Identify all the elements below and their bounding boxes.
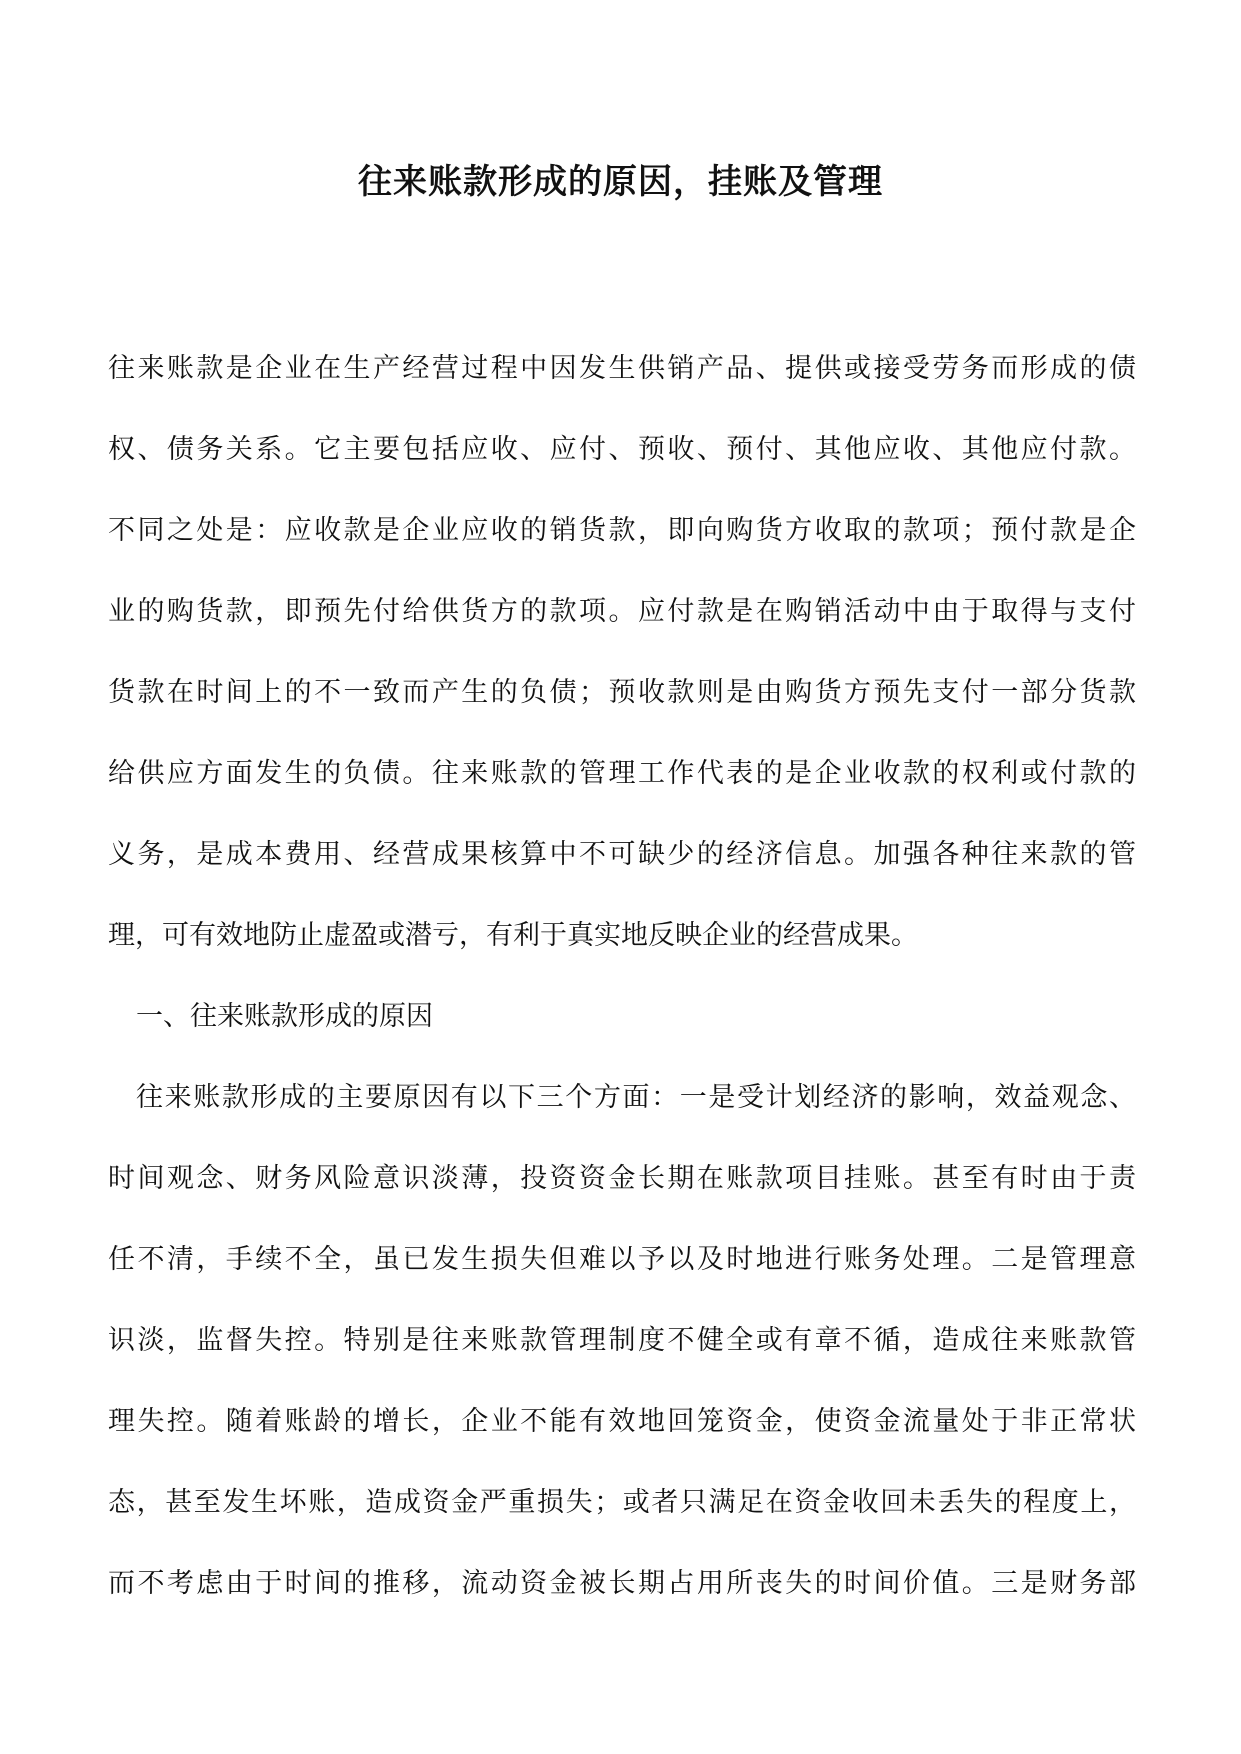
body-line-7: 义务，是成本费用、经营成果核算中不可缺少的经济信息。加强各种往来款的管 [108, 839, 1136, 870]
section-heading-1: 一、往来账款形成的原因 [136, 1001, 433, 1032]
body-line-11: 时间观念、财务风险意识淡薄，投资资金长期在账款项目挂账。甚至有时由于责 [108, 1163, 1136, 1194]
body-line-14: 理失控。随着账龄的增长，企业不能有效地回笼资金，使资金流量处于非正常状 [108, 1406, 1136, 1437]
body-line-10: 往来账款形成的主要原因有以下三个方面：一是受计划经济的影响，效益观念、 [136, 1082, 1136, 1113]
body-line-13: 识淡，监督失控。特别是往来账款管理制度不健全或有章不循，造成往来账款管 [108, 1325, 1136, 1356]
body-line-1: 往来账款是企业在生产经营过程中因发生供销产品、提供或接受劳务而形成的债 [108, 353, 1136, 384]
body-line-3: 不同之处是：应收款是企业应收的销货款，即向购货方收取的款项；预付款是企 [108, 515, 1136, 546]
body-line-12: 任不清，手续不全，虽已发生损失但难以予以及时地进行账务处理。二是管理意 [108, 1244, 1136, 1275]
body-line-4: 业的购货款，即预先付给供货方的款项。应付款是在购销活动中由于取得与支付 [108, 596, 1136, 627]
document-title: 往来账款形成的原因，挂账及管理 [358, 162, 883, 202]
body-line-8: 理，可有效地防止虚盈或潜亏，有利于真实地反映企业的经营成果。 [108, 920, 918, 951]
body-line-6: 给供应方面发生的负债。往来账款的管理工作代表的是企业收款的权利或付款的 [108, 758, 1136, 789]
document-body [108, 328, 1136, 1624]
body-line-2: 权、债务关系。它主要包括应收、应付、预收、预付、其他应收、其他应付款。 [108, 434, 1136, 465]
body-line-15: 态，甚至发生坏账，造成资金严重损失；或者只满足在资金收回未丢失的程度上， [108, 1487, 1136, 1518]
body-line-5: 货款在时间上的不一致而产生的负债；预收款则是由购货方预先支付一部分货款 [108, 677, 1136, 708]
body-line-16: 而不考虑由于时间的推移，流动资金被长期占用所丧失的时间价值。三是财务部 [108, 1568, 1136, 1599]
